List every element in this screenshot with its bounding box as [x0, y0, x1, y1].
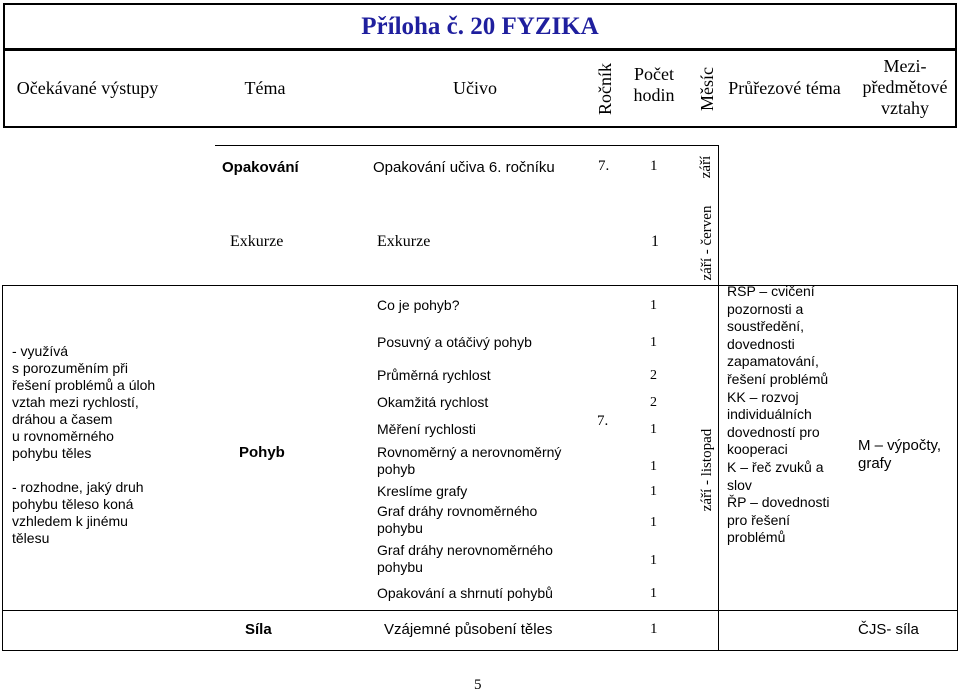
opakovani-ucivo: Opakování učiva 6. ročníku — [373, 159, 555, 176]
vystup-line: vztah mezi rychlostí, — [12, 394, 139, 410]
vystup-line: u rovnoměrného — [12, 428, 114, 444]
prurez-line: slov — [727, 476, 752, 493]
sila-mezipredmetove: ČJS- síla — [858, 621, 919, 638]
header-mezi-line2: předmětové — [862, 77, 948, 97]
prurez-line: zapamatování, — [727, 353, 819, 370]
vystup-line: - využívá — [12, 343, 69, 359]
table-bottom-line — [2, 650, 958, 651]
ucivo-item: Okamžitá rychlost — [377, 394, 489, 410]
vystup-line: s porozuměním při — [12, 360, 128, 376]
exkurze-hodin: 1 — [651, 233, 659, 250]
header-pocet-hodin — [628, 64, 680, 106]
header-ocekavane-vystupy: Očekávané výstupy — [16, 78, 159, 98]
exkurze-ucivo: Exkurze — [377, 233, 431, 250]
header-mesic: Měsíc — [697, 67, 717, 111]
ucivo-item: Posuvný a otáčivý pohyb — [377, 334, 532, 350]
header-mezi-line3: vztahy — [881, 98, 929, 118]
vystup-line: - rozhodne, jaký druh — [12, 479, 144, 495]
sila-ucivo: Vzájemné působení těles — [384, 621, 553, 638]
right-border-mid — [718, 145, 719, 650]
page-title: Příloha č. 20 FYZIKA — [361, 12, 599, 40]
table-top-line — [215, 145, 719, 146]
pohyb-tema: Pohyb — [239, 444, 285, 461]
prurez-line: individuálních — [727, 406, 812, 423]
hodin-item: 2 — [650, 395, 657, 410]
ucivo-item: Opakování a shrnutí pohybů — [377, 585, 553, 601]
sila-tema: Síla — [245, 621, 272, 638]
hodin-item: 2 — [650, 368, 657, 383]
hodin-item: 1 — [650, 553, 657, 568]
header-pocet-line1: Počet — [634, 64, 674, 84]
prurez-line: dovedností pro — [727, 423, 820, 440]
ucivo-item: pohybu — [377, 520, 423, 536]
header-pocet-line2: hodin — [633, 85, 675, 105]
vystup-line: pohybu těles — [12, 445, 92, 461]
sila-hodin: 1 — [650, 621, 658, 637]
header-prurezove-tema: Průřezové téma — [728, 78, 841, 98]
prurez-line: RSP – cvičení — [727, 283, 815, 299]
header-mezi-line1: Mezi- — [883, 56, 927, 76]
prurez-line: pozornosti a — [727, 300, 804, 317]
header-tema: Téma — [244, 78, 286, 98]
ucivo-item: pohyb — [377, 461, 416, 477]
mezi-line: grafy — [858, 455, 892, 472]
header-mezipredmetove — [855, 56, 955, 119]
prurez-line: KK – rozvoj — [727, 388, 799, 405]
ucivo-item: Průměrná rychlost — [377, 367, 491, 383]
hodin-item: 1 — [650, 586, 657, 601]
opakovani-rocnik: 7. — [598, 158, 610, 174]
header-ucivo: Učivo — [453, 78, 497, 98]
prurez-line: řešení problémů — [727, 370, 829, 387]
hodin-item: 1 — [650, 335, 657, 350]
header-rocnik: Ročník — [595, 63, 615, 115]
prurez-line: dovednosti — [727, 335, 795, 352]
ucivo-item: Co je pohyb? — [377, 297, 460, 313]
exkurze-tema: Exkurze — [230, 233, 284, 250]
hodin-item: 1 — [650, 422, 657, 437]
hodin-item: 1 — [650, 459, 657, 474]
vystup-line — [12, 462, 187, 479]
ucivo-item: Graf dráhy nerovnoměrného — [377, 542, 553, 558]
ucivo-item: Kreslíme grafy — [377, 483, 468, 499]
hodin-item: 1 — [650, 298, 657, 313]
ucivo-item: Graf dráhy rovnoměrného — [377, 503, 538, 519]
prurez-line: soustředění, — [727, 318, 805, 335]
prurez-line: K – řeč zvuků a — [727, 458, 824, 475]
ucivo-item: Rovnoměrný a nerovnoměrný — [377, 444, 562, 460]
ucivo-item: Měření rychlosti — [377, 421, 476, 437]
mezi-line: M – výpočty, — [858, 437, 942, 454]
vystup-line: dráhou a časem — [12, 411, 113, 427]
vystup-line: tělesu — [12, 530, 50, 546]
right-border-low — [957, 285, 958, 650]
opakovani-hodin: 1 — [650, 158, 658, 174]
ucivo-item: pohybu — [377, 559, 423, 575]
opakovani-mesic: září — [698, 155, 714, 179]
left-border-low — [2, 285, 3, 650]
pohyb-vystupy — [12, 343, 187, 547]
prurez-line: problémů — [727, 529, 786, 546]
vystup-line: pohybu těleso koná — [12, 496, 134, 512]
hodin-item: 1 — [650, 484, 657, 499]
hodin-item: 1 — [650, 515, 657, 530]
row-border-sila-top — [2, 610, 958, 611]
title-box — [3, 3, 957, 50]
vystup-line: řešení problémů a úloh — [12, 377, 156, 393]
opakovani-tema: Opakování — [222, 159, 299, 176]
pohyb-prurezove — [727, 283, 847, 547]
pohyb-mezipredmetove — [858, 437, 956, 473]
prurez-line: ŘP – dovednosti — [727, 494, 830, 511]
pohyb-mesic: září - listopad — [699, 428, 715, 512]
prurez-line: pro řešení — [727, 511, 791, 528]
exkurze-mesic: září - červen — [699, 205, 715, 281]
vystup-line: vzhledem k jinému — [12, 513, 128, 529]
page-number: 5 — [474, 677, 482, 693]
pohyb-rocnik: 7. — [597, 413, 609, 429]
prurez-line: kooperaci — [727, 441, 788, 458]
